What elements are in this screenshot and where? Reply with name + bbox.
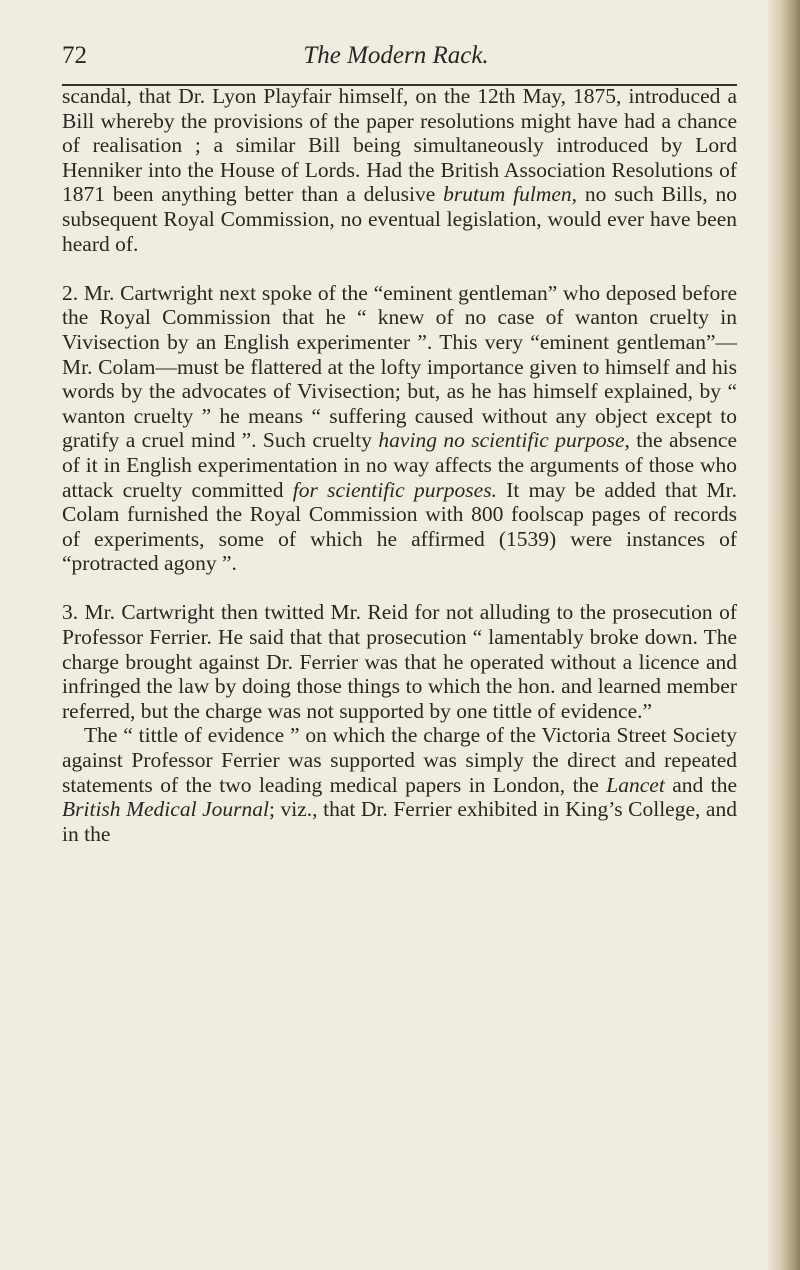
italic-text: Lancet — [606, 772, 665, 797]
text-run: 3. Mr. Cartwright then twitted Mr. Reid for not alluding to the prosecution of Professor Ferrier. He said that that prosecution “ lamentably broke down. The charge brought against Dr. Ferrier was that he operated without a licence and infringed the law by doing those things to which the hon. and learned member referred, but the charge was not supported by one tittle of evidence.” — [62, 600, 737, 723]
body-text — [62, 84, 737, 846]
page-header — [62, 42, 730, 82]
italic-text: British Medical Journal — [62, 797, 269, 822]
italic-text: having no scientific purpose — [378, 428, 625, 453]
text-run: ; viz., that Dr. Ferrier exhibited in King’s College, and in the — [62, 797, 737, 846]
page-number: 72 — [62, 42, 87, 69]
text-run: , the absence of it in English experimentation in no way affects the arguments of those who attack cruelty committed — [62, 428, 738, 502]
italic-text: brutum fulmen — [443, 182, 572, 207]
paragraph-3 — [62, 600, 737, 723]
text-run: scandal, that Dr. Lyon Playfair himself, on the 12th May, 1875, introduced a Bill whereby the provisions of the paper resolutions might have had a chance of realisation ; a similar Bill being simultaneously introduced by Lord Henniker into the House of Lords. Had the British Association Resolutions of 1871 been anything better than a delusive — [62, 84, 737, 207]
text-run: It may be added that Mr. Colam furnished the Royal Commission with 800 foolscap pages of records of experiments, some of which he affirmed (1539) were instances of “protracted agony ”. — [62, 477, 737, 576]
paragraph-2 — [62, 281, 737, 576]
italic-text: for scientific purposes. — [292, 477, 497, 502]
text-run: , no such Bills, no subsequent Royal Commission, no eventual legislation, would ever have been heard of. — [62, 182, 737, 256]
page-edge-shadow — [768, 0, 800, 1270]
text-run: and the — [664, 772, 738, 797]
text-run: 2. Mr. Cartwright next spoke of the “eminent gentleman” who deposed before the Royal Commission that he “ knew of no case of wanton cruelty in Vivisection by an English experimenter ”. This very “eminent gentleman”—Mr. Colam—must be flattered at the lofty importance given to himself and his words by the advocates of Vivisection; but, as he has himself explained, by “ wanton cruelty ” he means “ suffering caused without any object except to gratify a cruel mind ”. Such cruelty — [62, 280, 737, 453]
text-run: The “ tittle of evidence ” on which the charge of the Victoria Street Society against Professor Ferrier was supported was simply the direct and repeated statements of the two leading medical papers in London, the — [62, 723, 737, 797]
paragraph-4 — [62, 723, 737, 846]
paragraph-1 — [62, 84, 737, 256]
running-title: The Modern Rack. — [303, 42, 489, 69]
